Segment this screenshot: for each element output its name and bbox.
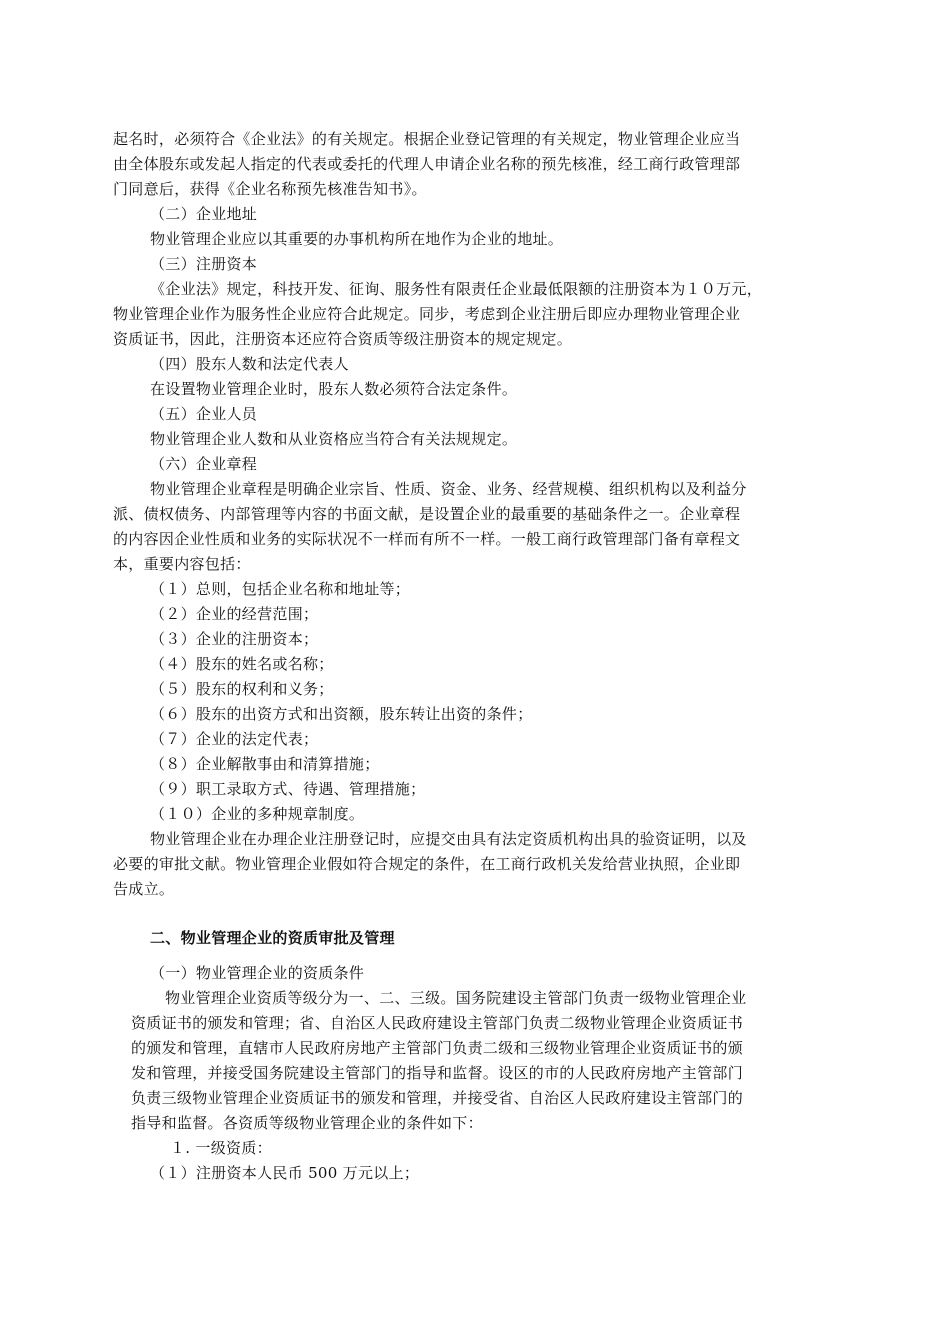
paragraph-line: 由全体股东或发起人指定的代表或委托的代理人申请企业名称的预先核准，经工商行政管理部 <box>113 155 741 173</box>
paragraph-line: 指导和监督。各资质等级物业管理企业的条件如下： <box>131 1114 483 1132</box>
subheading-address: （二）企业地址 <box>150 205 258 223</box>
list-item: （１）总则，包括企业名称和地址等； <box>150 580 411 598</box>
paragraph-line: 负责三级物业管理企业资质证书的颁发和管理，并接受省、自治区人民政府建设主管部门的 <box>131 1089 744 1107</box>
subheading-charter: （六）企业章程 <box>150 455 258 473</box>
paragraph-line: 必要的审批文献。物业管理企业假如符合规定的条件，在工商行政机关发给营业执照，企业即 <box>113 855 741 873</box>
list-item: （４）股东的姓名或名称； <box>150 655 334 673</box>
paragraph-line: 的颁发和管理，直辖市人民政府房地产主管部门负责二级和三级物业管理企业资质证书的颁 <box>131 1039 744 1057</box>
paragraph-line: 物业管理企业作为服务性企业应符合此规定。同步，考虑到企业注册后即应办理物业管理企业 <box>113 305 741 323</box>
list-item: （９）职工录取方式、待遇、管理措施； <box>150 780 426 798</box>
paragraph-line: 资质证书的颁发和管理；省、自治区人民政府建设主管部门负责二级物业管理企业资质证书 <box>131 1014 744 1032</box>
subheading-capital: （三）注册资本 <box>150 255 258 273</box>
paragraph-line: 《企业法》规定，科技开发、征询、服务性有限责任企业最低限额的注册资本为１０万元， <box>150 280 763 298</box>
paragraph-line: 本，重要内容包括： <box>113 555 251 573</box>
subheading-shareholders: （四）股东人数和法定代表人 <box>150 355 349 373</box>
level-heading: １. 一级资质： <box>170 1139 272 1157</box>
list-item: （５）股东的权利和义务； <box>150 680 334 698</box>
list-item: （１）注册资本人民币 500 万元以上； <box>150 1164 420 1182</box>
paragraph-line: 物业管理企业在办理企业注册登记时，应提交由具有法定资质机构出具的验资证明，以及 <box>150 830 747 848</box>
paragraph-line: 在设置物业管理企业时，股东人数必须符合法定条件。 <box>150 380 518 398</box>
list-item: （２）企业的经营范围； <box>150 605 319 623</box>
subheading-conditions: （一）物业管理企业的资质条件 <box>150 964 365 982</box>
list-item: （６）股东的出资方式和出资额，股东转让出资的条件； <box>150 705 533 723</box>
section-title: 二、物业管理企业的资质审批及管理 <box>150 929 395 947</box>
paragraph-line: 物业管理企业章程是明确企业宗旨、性质、资金、业务、经营规模、组织机构以及利益分 <box>150 480 747 498</box>
paragraph-line: 发和管理，并接受国务院建设主管部门的指导和监督。设区的市的人民政府房地产主管部门 <box>131 1064 744 1082</box>
paragraph-line: 告成立。 <box>113 880 175 898</box>
list-item: （７）企业的法定代表； <box>150 730 319 748</box>
list-item: （８）企业解散事由和清算措施； <box>150 755 380 773</box>
list-item: （１０）企业的多种规章制度。 <box>150 805 365 823</box>
paragraph-line: 的内容因企业性质和业务的实际状况不一样而有所不一样。一般工商行政管理部门备有章程文 <box>113 530 741 548</box>
paragraph-line: 物业管理企业资质等级分为一、二、三级。国务院建设主管部门负责一级物业管理企业 <box>165 989 747 1007</box>
paragraph-line: 物业管理企业应以其重要的办事机构所在地作为企业的地址。 <box>150 230 564 248</box>
subheading-staff: （五）企业人员 <box>150 405 258 423</box>
paragraph-line: 派、债权债务、内部管理等内容的书面文献，是设置企业的最重要的基础条件之一。企业章程 <box>113 505 741 523</box>
paragraph-line: 物业管理企业人数和从业资格应当符合有关法规规定。 <box>150 430 518 448</box>
paragraph-line: 门同意后，获得《企业名称预先核准告知书》。 <box>113 180 427 198</box>
paragraph-line: 起名时，必须符合《企业法》的有关规定。根据企业登记管理的有关规定，物业管理企业应当 <box>113 130 741 148</box>
paragraph-line: 资质证书，因此，注册资本还应符合资质等级注册资本的规定规定。 <box>113 330 573 348</box>
list-item: （３）企业的注册资本； <box>150 630 319 648</box>
